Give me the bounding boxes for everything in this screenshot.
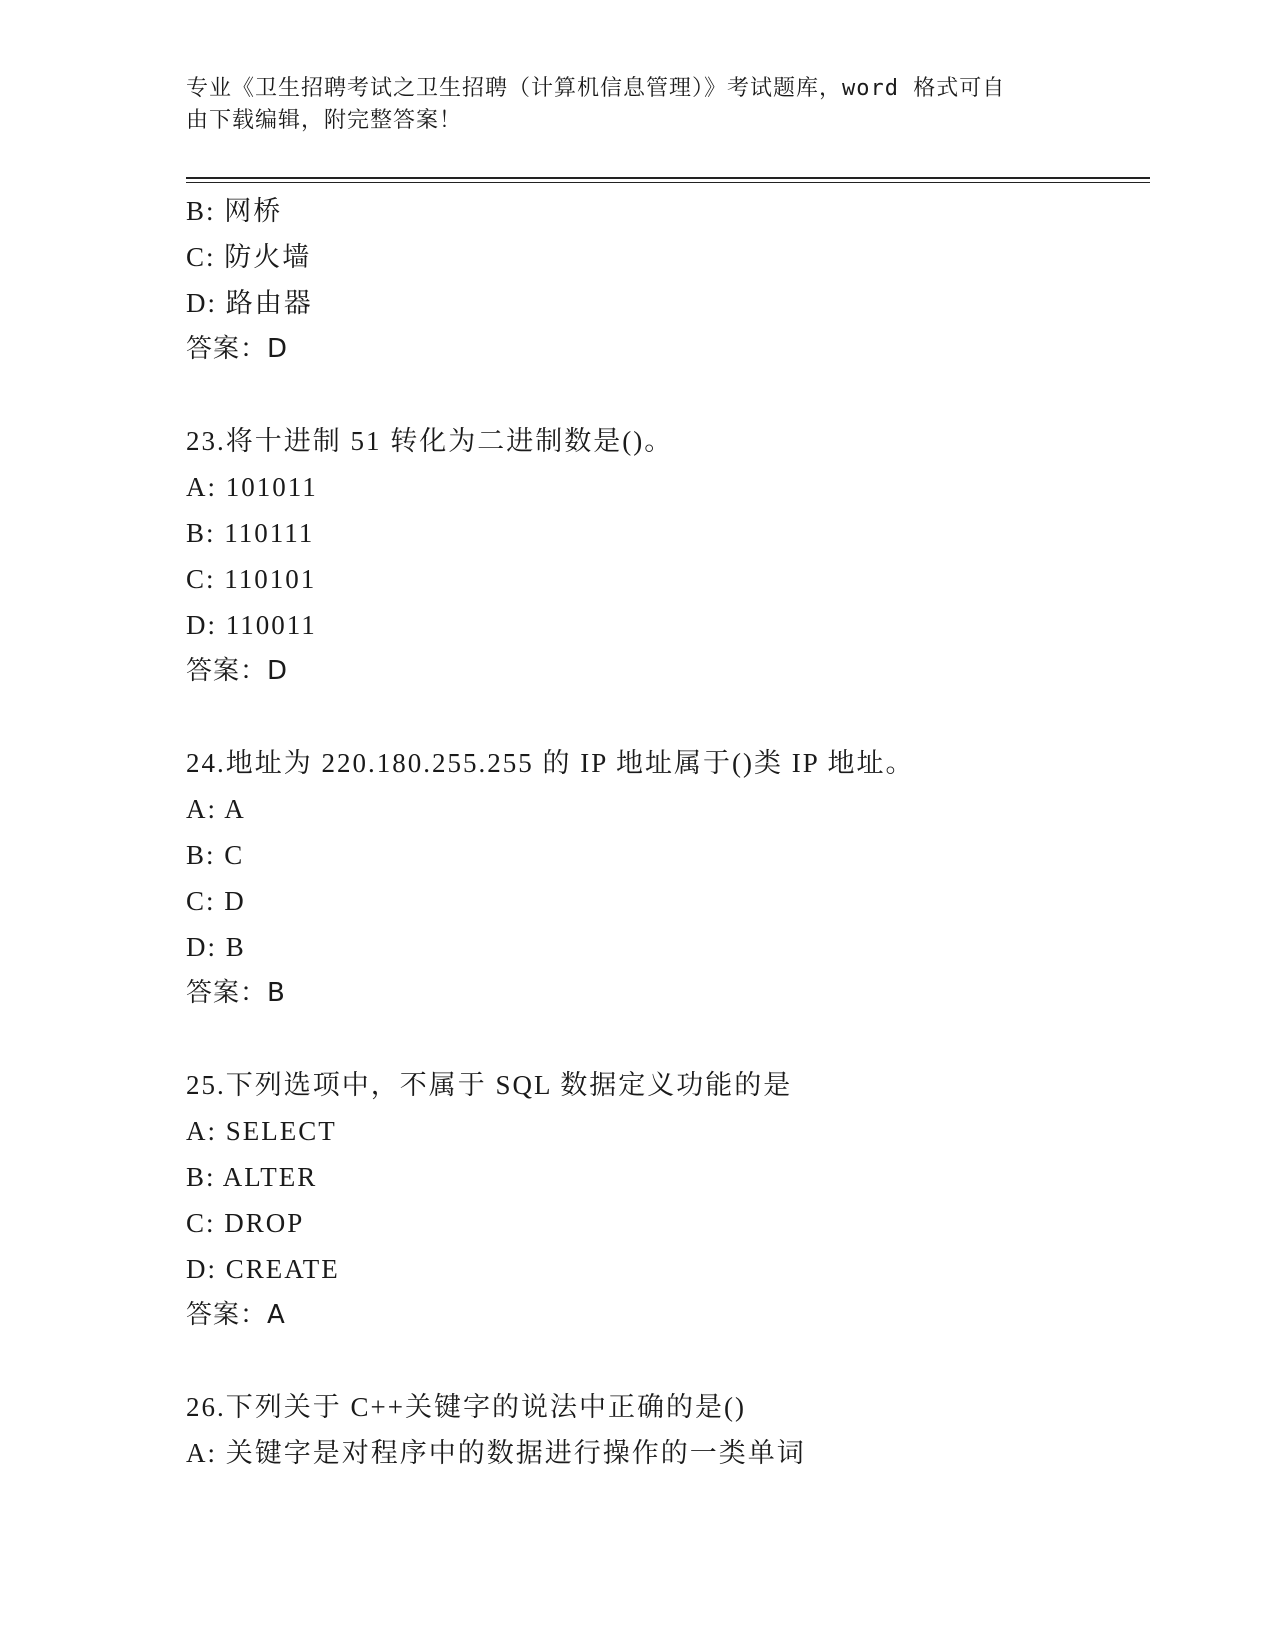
answer-label: 答案：D [186, 656, 289, 686]
option-d: D: 110011 [186, 610, 317, 640]
option-a: A: SELECT [186, 1116, 337, 1146]
option-c: C: DROP [186, 1208, 305, 1238]
option-d: D: B [186, 932, 246, 962]
option-c: C: 防火墙 [186, 242, 312, 272]
question-26-block [186, 1384, 1150, 1476]
option-a: A: 101011 [186, 472, 318, 502]
option-c: C: D [186, 886, 246, 916]
answer-label: 答案：D [186, 334, 289, 364]
option-a: A: A [186, 794, 246, 824]
question-text: 25.下列选项中，不属于 SQL 数据定义功能的是 [186, 1070, 793, 1100]
spacer [186, 1338, 1150, 1384]
option-d: D: CREATE [186, 1254, 340, 1284]
question-content [186, 188, 1150, 1476]
question-22-block [186, 188, 1150, 372]
option-b: B: 网桥 [186, 196, 283, 226]
answer-label: 答案：A [186, 1300, 286, 1330]
header-line-1: 专业《卫生招聘考试之卫生招聘（计算机信息管理）》考试题库，word 格式可自 [186, 76, 1006, 101]
question-23-block [186, 418, 1150, 694]
question-text: 24.地址为 220.180.255.255 的 IP 地址属于()类 IP 地址。 [186, 748, 915, 778]
option-b: B: ALTER [186, 1162, 318, 1192]
option-b: B: C [186, 840, 245, 870]
spacer [186, 694, 1150, 740]
spacer [186, 372, 1150, 418]
answer-label: 答案：B [186, 978, 286, 1008]
header-divider-thick [186, 177, 1150, 179]
spacer [186, 1016, 1150, 1062]
option-c: C: 110101 [186, 564, 317, 594]
question-25-block [186, 1062, 1150, 1338]
option-a: A: 关键字是对程序中的数据进行操作的一类单词 [186, 1438, 806, 1468]
question-text: 23.将十进制 51 转化为二进制数是()。 [186, 426, 674, 456]
option-d: D: 路由器 [186, 288, 313, 318]
option-b: B: 110111 [186, 518, 315, 548]
header-line-2: 由下载编辑，附完整答案！ [186, 108, 463, 133]
question-text: 26.下列关于 C++关键字的说法中正确的是() [186, 1392, 746, 1422]
document-header [186, 73, 1066, 137]
header-divider-thin [186, 182, 1150, 183]
question-24-block [186, 740, 1150, 1016]
